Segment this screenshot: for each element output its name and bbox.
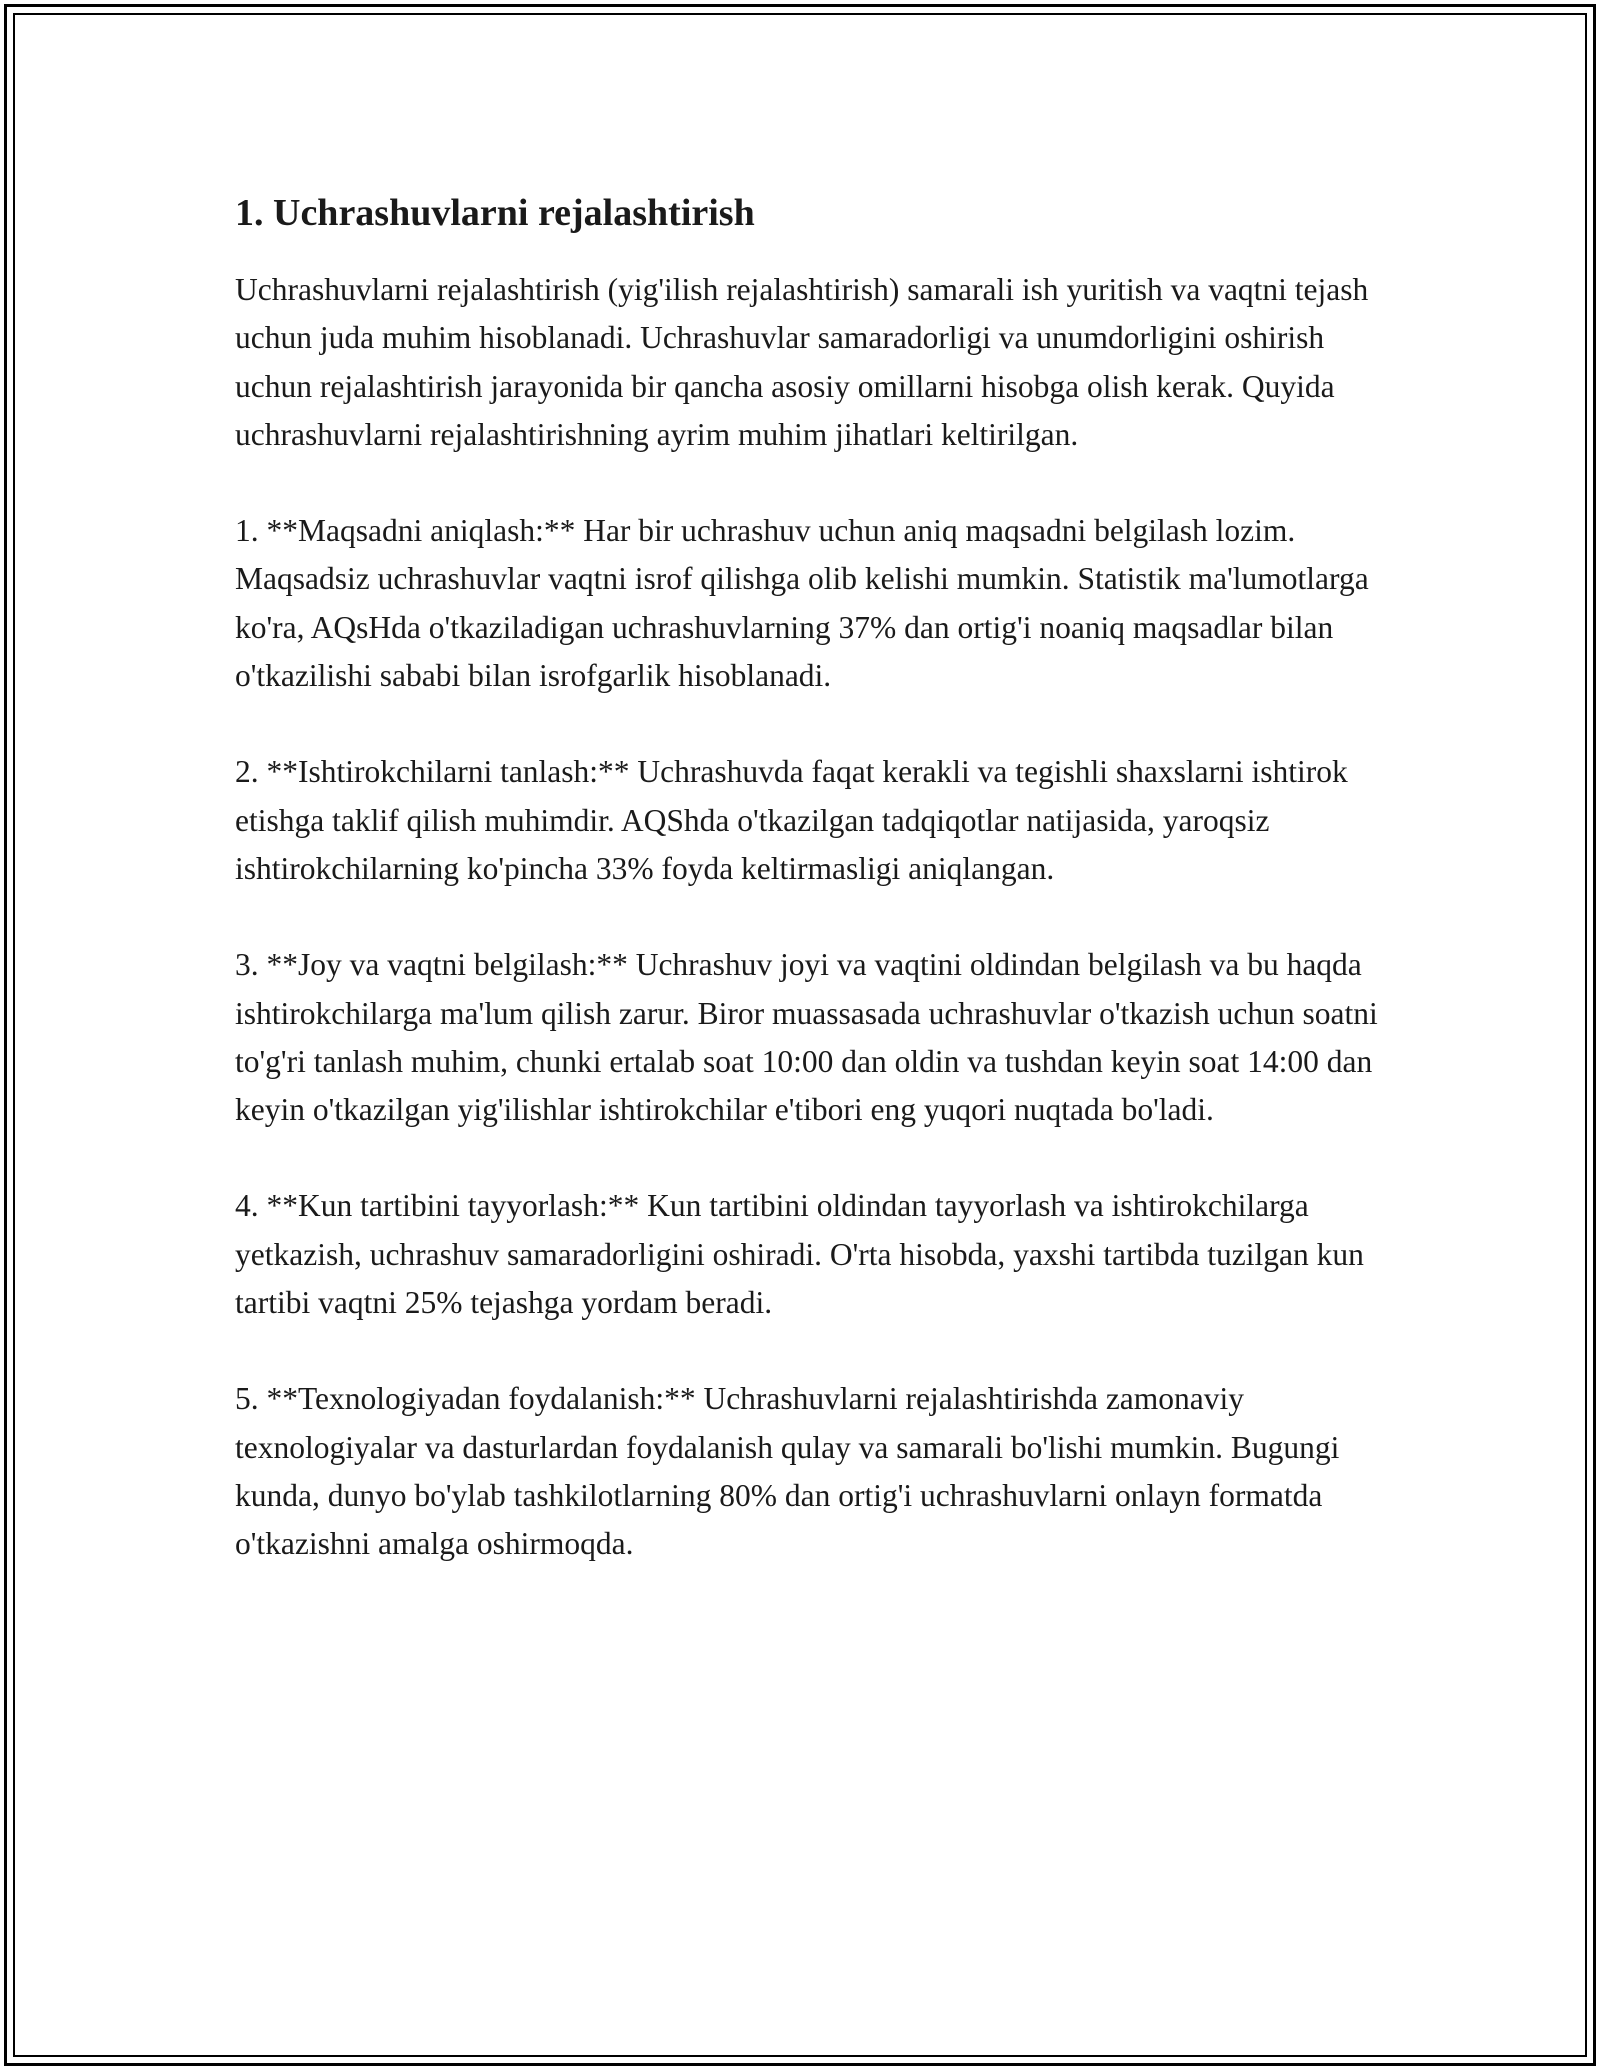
paragraph-place-time: 3. **Joy va vaqtni belgilash:** Uchrashuv joyi va vaqtini oldindan belgilash va bu haqda ishtirokchilarga ma'lum qilish zarur. Biror muassasada uchrashuvlar o'tkazish uchun soatni to'g'ri tanlash muhim, chunki ertalab soat 10:00 dan oldin va tushdan keyin soat 14:00 dan keyin o'tkazilgan yig'ilishlar ishtirokchilar e'tibori eng yuqori nuqtada bo'ladi. <box>235 947 1378 1128</box>
paragraph-agenda: 4. **Kun tartibini tayyorlash:** Kun tartibini oldindan tayyorlash va ishtirokchilarga yetkazish, uchrashuv samaradorligini oshiradi. O'rta hisobda, yaxshi tartibda tuzilgan kun tartibi vaqtni 25% tejashga yordam beradi. <box>235 1188 1364 1321</box>
paragraph-participants: 2. **Ishtirokchilarni tanlash:** Uchrashuvda faqat kerakli va tegishli shaxslarni ishtirok etishga taklif qilish muhimdir. AQShda o'tkazilgan tadqiqotlar natijasida, yaroqsiz ishtirokchilarning ko'pincha 33% foyda keltirmasligi aniqlangan. <box>235 754 1348 886</box>
intro-paragraph: Uchrashuvlarni rejalashtirish (yig'ilish rejalashtirish) samarali ish yuritish va vaqtni tejash uchun juda muhim hisoblanadi. Uchrashuvlar samaradorligi va unumdorligini oshirish uchun rejalashtirish jarayonida bir qancha asosiy omillarni hisobga olish kerak. Quyida uchrashuvlarni rejalashtirishning ayrim muhim jihatlari keltirilgan. <box>235 272 1369 452</box>
paragraph-goal: 1. **Maqsadni aniqlash:** Har bir uchrashuv uchun aniq maqsadni belgilash lozim. Maqsadsiz uchrashuvlar vaqtni isrof qilishga olib kelishi mumkin. Statistik ma'lumotlarga ko'ra, AQsHda o'tkaziladigan uchrashuvlarning 37% dan ortig'i noaniq maqsadlar bilan o'tkazilishi sababi bilan isrofgarlik hisoblanadi. <box>235 513 1369 694</box>
paragraph-technology: 5. **Texnologiyadan foydalanish:** Uchrashuvlarni rejalashtirishda zamonaviy texnologiyalar va dasturlardan foydalanish qulay va samarali bo'lishi mumkin. Bugungi kunda, dunyo bo'ylab tashkilotlarning 80% dan ortig'i uchrashuvlarni onlayn formatda o'tkazishni amalga oshirmoqda. <box>235 1381 1340 1562</box>
document-body <box>235 184 1385 1617</box>
section-title: 1. Uchrashuvlarni rejalashtirish <box>235 192 755 234</box>
